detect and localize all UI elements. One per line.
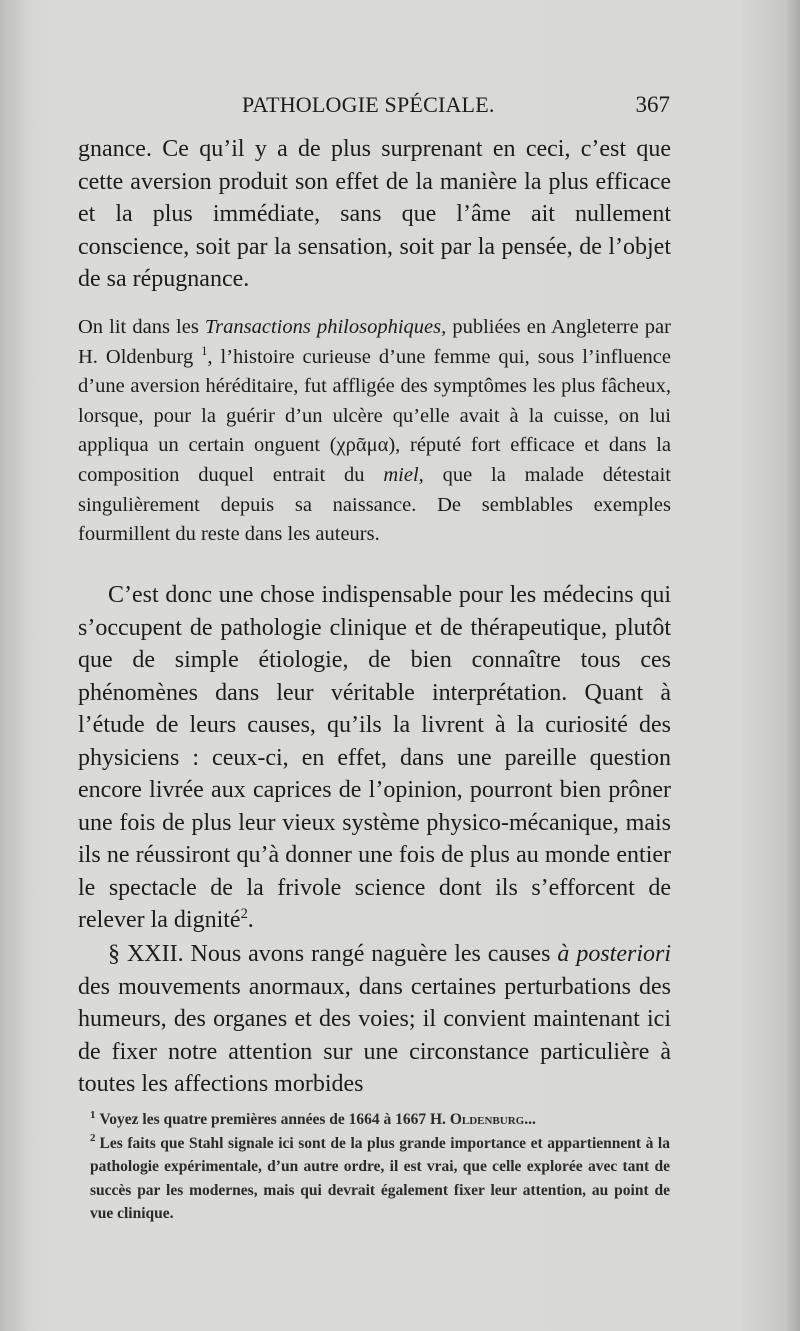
footnote-1-text: Voyez les quatre premières années de 1664 à 1667 H. [99, 1111, 450, 1128]
paragraph-2-part3: , l’histoire curieuse d’une femme qui, sous l’influence d’une aversion héréditaire, fut affligée des symptômes les plus fâcheux, lorsque, pour la guérir d’un ulcère qu’elle avait à la cuisse, on lui appliqua un certain onguent (χρᾶμα), réputé fort efficace et dans la composition duquel entrait du [78, 345, 671, 486]
paragraph-2-italic-title: Transactions philosophiques, [204, 316, 447, 338]
paragraph-continuation [78, 133, 671, 296]
paragraph-4-part2: des mouvements anormaux, dans certaines perturbations des humeurs, des organes et des voies; il convient maintenant ici de fixer notre attention sur une circonstance particulière à toutes les affections morbides [78, 973, 671, 1097]
footnote-1 [90, 1108, 670, 1132]
footnote-2-text: Les faits que Stahl signale ici sont de la plus grande importance et appartiennent à la pathologie expérimentale, d’un autre ordre, il est vrai, que celle explorée avec tant de succès par les modernes, mais qui devrait également fixer leur attention, au point de vue clinique. [90, 1134, 670, 1222]
paragraph-2-part1: On lit dans les [78, 316, 205, 338]
paragraph-2-italic-miel: miel, [383, 463, 424, 486]
page-number: 367 [635, 92, 670, 117]
footnote-2-marker: 2 [90, 1132, 96, 1145]
footnote-ref-1[interactable]: 1 [201, 343, 208, 358]
footnote-2 [90, 1132, 670, 1226]
section-marker: § XXII. [108, 941, 184, 967]
paragraph-indispensable [78, 579, 671, 937]
paragraph-2-part2: publiées en Angleterre par H. Oldenburg [78, 316, 671, 368]
paragraph-4-part1: Nous avons rangé naguère les causes [183, 941, 558, 967]
paragraph-section-xxii [78, 938, 671, 1101]
paragraph-transactions [78, 313, 671, 550]
footnote-ref-2[interactable]: 2 [240, 906, 248, 922]
paragraph-3-end: . [247, 907, 254, 933]
footnotes [90, 1108, 670, 1226]
footnote-1-marker: 1 [90, 1108, 96, 1121]
footnote-1-author: Oldenburg... [449, 1111, 536, 1128]
paragraph-4-italic: à posteriori [557, 941, 671, 967]
page-header [78, 92, 670, 122]
running-title: PATHOLOGIE SPÉCIALE. [242, 92, 495, 117]
paragraph-2-part4: que la malade détestait singulièrement depuis sa naissance. De semblables exemples fourmillent du reste dans les auteurs. [78, 463, 672, 546]
paragraph-1-text: gnance. Ce qu’il y a de plus surprenant en ceci, c’est que cette aversion produit son effet de la manière la plus efficace et la plus immédiate, sans que l’âme ait nullement conscience, soit par la sensation, soit par la pensée, de l’objet de sa répugnance. [78, 136, 671, 292]
paragraph-3-text: C’est donc une chose indispensable pour les médecins qui s’occupent de pathologie clinique et de thérapeutique, plutôt que de simple étiologie, de bien connaître tous ces phénomènes dans leur véritable interprétation. Quant à l’étude de leurs causes, qu’ils la livrent à la curiosité des physiciens : ceux-ci, en effet, dans une pareille question encore livrée aux caprices de l’opinion, pourront bien prôner une fois de plus leur vieux système physico-mécanique, mais ils ne réussiront qu’à donner une fois de plus au monde entier le spectacle de la frivole science dont ils s’efforcent de relever la dignité [78, 582, 671, 933]
